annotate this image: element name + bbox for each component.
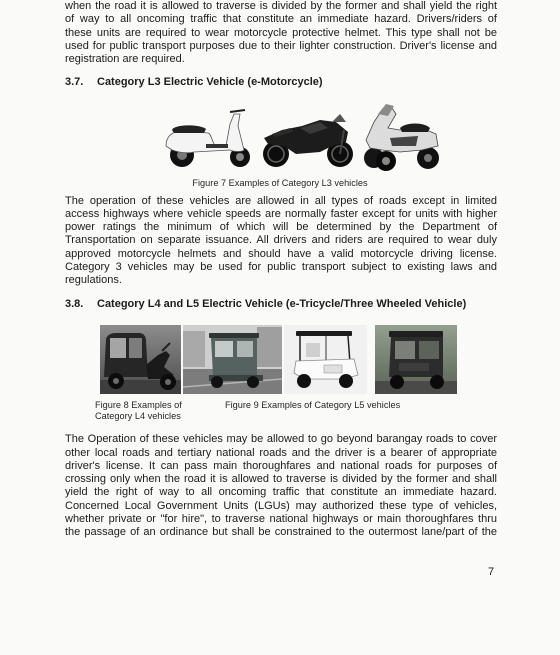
section-3-8-paragraph	[65, 433, 497, 539]
paragraph-line: Transportation on separate issuance. All drivers and riders are required to wear duly	[65, 234, 497, 247]
paragraph-line: the passage of an ordinance but shall be constrained to the outermost lane/part of the	[65, 526, 497, 539]
paragraph-line: these units are required to wear motorcycle protective helmet. This type shall not be	[65, 26, 497, 39]
figure-9-caption: Figure 9 Examples of Category L5 vehicles	[225, 399, 401, 410]
figure-8-l4-vehicle-image	[100, 325, 181, 394]
section-number: 3.8.	[65, 297, 84, 310]
sport-motorcycle-image	[263, 114, 353, 167]
figure-9-l5-vehicle-image-3	[375, 325, 457, 394]
section-number: 3.7.	[65, 75, 84, 88]
paragraph-line: approved motorcycle helmets and should have a valid motorcycle driving license.	[65, 247, 497, 260]
paragraph-line: The operation of these vehicles are allowed in all types of roads except in limited	[65, 194, 497, 207]
figure-7-caption: Figure 7 Examples of Category L3 vehicles	[192, 178, 368, 188]
section-title: Category L3 Electric Vehicle (e-Motorcycle)	[97, 75, 323, 88]
figure-8-caption-line: Category L4 vehicles	[95, 410, 181, 421]
paragraph-line: used for public transport purposes due to their lighter construction. Driver's license and	[65, 39, 497, 52]
figure-7-images	[160, 100, 450, 174]
section-3-7-paragraph	[65, 195, 497, 288]
figure-8-caption-line: Figure 8 Examples of	[95, 399, 182, 410]
paragraph-line: of way to all oncoming traffic that constitute an immediate hazard. Drivers/riders of	[65, 13, 497, 26]
section-heading-3-8	[65, 298, 505, 312]
white-scooter-image	[166, 110, 250, 167]
paragraph-line: yield the right of way to all oncoming traffic that constitute an immediate hazard.	[65, 486, 497, 499]
paragraph-line: power ratings the minimum of which will be determined by the Department of	[65, 221, 497, 233]
section-heading-3-7	[65, 76, 505, 90]
page-number: 7	[488, 566, 495, 578]
figure-9-l5-vehicle-image-1	[183, 325, 282, 394]
three-wheeled-scooter-image	[364, 104, 439, 171]
paragraph-line: Category 3 vehicles may be used for public transport subject to existing laws and	[65, 260, 497, 273]
paragraph-line: regulations.	[65, 274, 122, 286]
figure-9-l5-vehicle-image-2	[284, 325, 367, 394]
paragraph-line: Concerned Local Government Units (LGUs) may authorized these type of vehicles,	[65, 499, 497, 512]
paragraph-line: driver's license. It can pass main thoroughfares and national roads for purposes of	[65, 459, 497, 472]
paragraph-line: The Operation of these vehicles may be allowed to go beyond barangay roads to cover	[65, 433, 497, 446]
paragraph-line: crossing only when the road it is allowed to traverse is divided by the former and shall	[65, 473, 497, 486]
paragraph-line: when the road it is allowed to traverse is divided by the former and shall yield the right	[65, 0, 497, 12]
paragraph-line: registration are required.	[65, 53, 185, 65]
paragraph-line: other local roads and tertiary national roads and the driver is a bearer of appropriate	[65, 446, 497, 459]
paragraph-line: access highways where vehicle speeds are normally faster except for units with higher	[65, 207, 497, 220]
section-title: Category L4 and L5 Electric Vehicle (e-Tricycle/Three Wheeled Vehicle)	[97, 297, 467, 310]
figure-8-caption	[95, 400, 182, 422]
intro-paragraph	[65, 0, 497, 66]
paragraph-line: whether private or "for hire", to traverse national highways or main thoroughfares thru	[65, 512, 497, 525]
